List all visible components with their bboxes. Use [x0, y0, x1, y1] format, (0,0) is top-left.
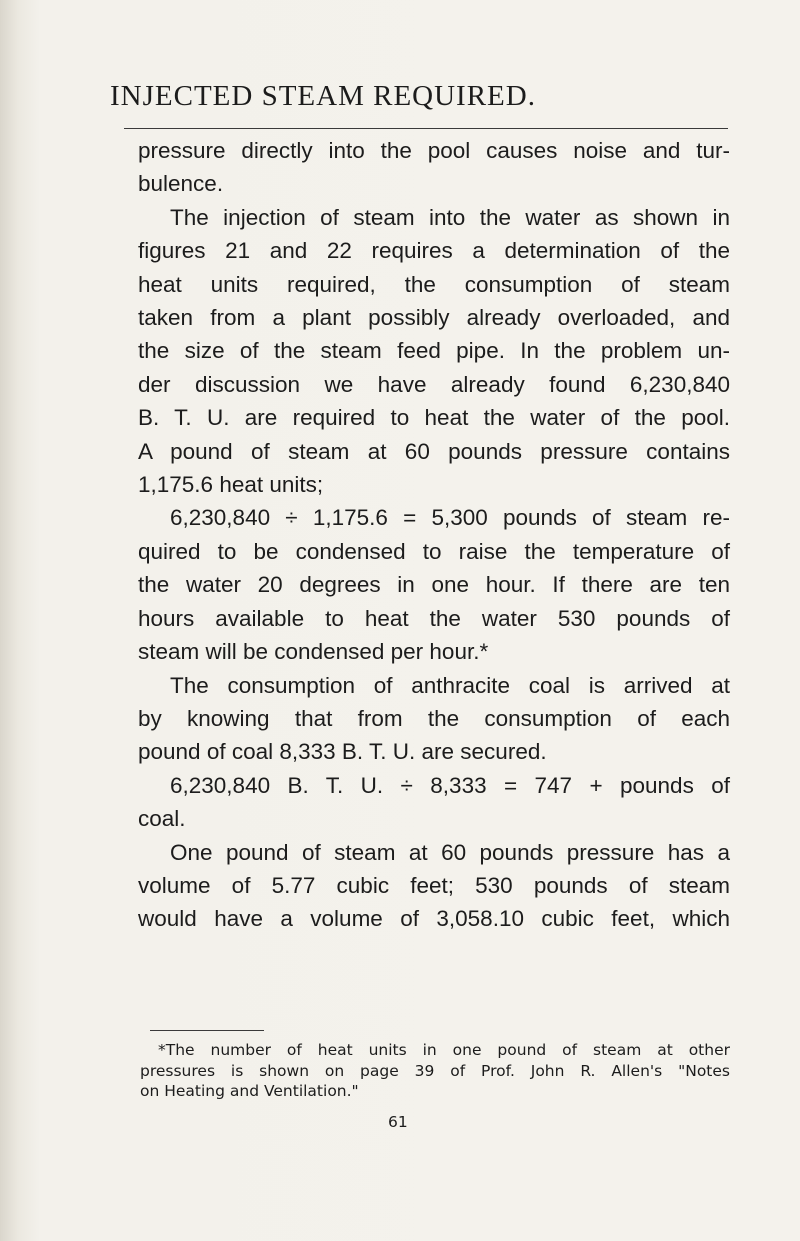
footnote-line: *The number of heat units in one pound of steam at other: [158, 1041, 730, 1059]
body-text: [138, 134, 730, 936]
text-line: B. T. U. are required to heat the water of the pool.: [138, 405, 730, 431]
paragraph: [138, 836, 730, 936]
text-line: taken from a plant possibly already overloaded, and: [138, 305, 730, 331]
text-line: the water 20 degrees in one hour. If there are ten: [138, 572, 730, 598]
text-line: A pound of steam at 60 pounds pressure contains: [138, 438, 730, 464]
text-line: hours available to heat the water 530 pounds of: [138, 605, 730, 631]
text-line: bulence.: [138, 171, 224, 197]
text-line: 1,175.6 heat units;: [138, 472, 324, 498]
text-line: 6,230,840 B. T. U. ÷ 8,333 = 747 + pounds of: [170, 772, 730, 798]
text-line: by knowing that from the consumption of each: [138, 705, 730, 731]
text-line: The consumption of anthracite coal is arrived at: [170, 672, 730, 698]
footnote-line: pressures is shown on page 39 of Prof. John R. Allen's "Notes: [140, 1061, 730, 1080]
paragraph: [138, 501, 730, 668]
text-line: would have a volume of 3,058.10 cubic feet, which: [138, 906, 730, 932]
paragraph: [138, 769, 730, 836]
paragraph: [138, 134, 730, 201]
text-line: der discussion we have already found 6,230,840: [138, 371, 730, 397]
text-line: The injection of steam into the water as shown in: [170, 204, 730, 230]
text-line: pressure directly into the pool causes noise and tur-: [138, 138, 730, 163]
text-line: 6,230,840 ÷ 1,175.6 = 5,300 pounds of steam re-: [170, 505, 730, 531]
text-line: coal.: [138, 806, 186, 832]
text-line: quired to be condensed to raise the temperature of: [138, 538, 730, 564]
header-rule: [124, 128, 728, 129]
paragraph: [138, 201, 730, 502]
footnote: [140, 1040, 730, 1102]
text-line: One pound of steam at 60 pounds pressure has a: [170, 839, 730, 865]
footnote-rule: [150, 1030, 264, 1031]
running-head: INJECTED STEAM REQUIRED.: [110, 80, 536, 112]
text-line: volume of 5.77 cubic feet; 530 pounds of steam: [138, 872, 730, 898]
text-line: heat units required, the consumption of steam: [138, 271, 730, 297]
text-line: pound of coal 8,333 B. T. U. are secured.: [138, 739, 547, 765]
text-line: figures 21 and 22 requires a determination of the: [138, 238, 730, 264]
footnote-line: on Heating and Ventilation.": [140, 1082, 359, 1100]
text-line: the size of the steam feed pipe. In the problem un-: [138, 338, 730, 364]
paragraph: [138, 669, 730, 769]
page-number: 61: [388, 1113, 408, 1131]
text-line: steam will be condensed per hour.*: [138, 639, 489, 665]
